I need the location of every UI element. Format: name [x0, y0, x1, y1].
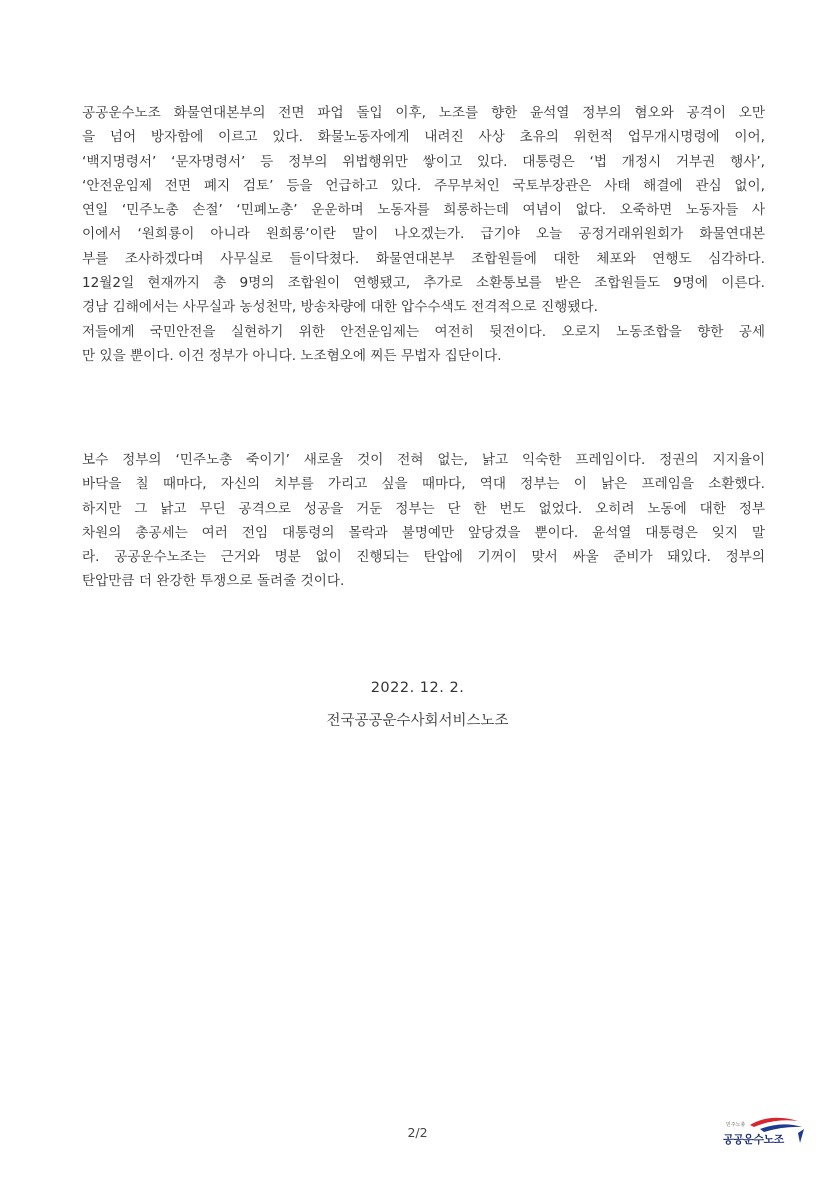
paragraph-line: 바닥을 칠 때마다, 자신의 치부를 가리고 싶을 때마다, 역대 정부는 이 낡은 프레임을 소환했다.	[82, 476, 765, 493]
paragraph-line: 부를 조사하겠다며 사무실로 들이닥쳤다. 화물연대본부 조합원들에 대한 체포와 연행도 심각하다.	[82, 250, 765, 267]
paragraph-line: 이에서 ‘원희룡이 아니라 원희롱’이란 말이 나오겠는가. 급기야 오늘 공정거래위원회가 화물연대본	[82, 226, 765, 243]
paragraph-line: 차원의 총공세는 여러 전임 대통령의 몰락과 불명예만 앞당겼을 뿐이다. 윤석열 대통령은 잊지 말	[82, 524, 765, 541]
paragraph-line: ‘안전운임제 전면 폐지 검토’ 등을 언급하고 있다. 주무부처인 국토부장관은 사태 해결에 관심 없이,	[82, 177, 765, 194]
statement-date: 2022. 12. 2.	[370, 680, 465, 696]
paragraph-line: 보수 정부의 ‘민주노총 죽이기’ 새로울 것이 전혀 없는, 낡고 익숙한 프레임이다. 정권의 지지율이	[82, 452, 765, 468]
issuing-organization: 전국공공운수사회서비스노조	[326, 713, 509, 729]
paragraph-line: 탄압만큼 더 완강한 투쟁으로 돌려줄 것이다.	[82, 573, 345, 590]
paragraph-line: 저들에게 국민안전을 실현하기 위한 안전운임제는 여전히 뒷전이다. 오로지 노동조합을 향한 공세	[82, 323, 765, 340]
logo-subtitle: 민주노총	[726, 1122, 746, 1128]
paragraph-line: 을 넘어 방자함에 이르고 있다. 화물노동자에게 내려진 사상 초유의 위헌적 업무개시명령에 이어,	[82, 129, 765, 146]
statement-paragraph-2	[82, 448, 765, 594]
paragraph-line: 12월2일 현재까지 총 9명의 조합원이 연행됐고, 추가로 소환통보를 받은 조합원들도 9명에 이른다.	[82, 275, 765, 292]
statement-paragraph-1	[82, 101, 765, 368]
logo-title: 공공운수노조	[723, 1133, 784, 1146]
paragraph-line: 라. 공공운수노조는 근거와 명분 없이 진행되는 탄압에 기꺼이 맞서 싸울 준비가 돼있다. 정부의	[82, 549, 765, 566]
paragraph-line: 만 있을 뿐이다. 이건 정부가 아니다. 노조혐오에 찌든 무법자 집단이다.	[82, 347, 502, 364]
page-number: 2/2	[407, 1125, 428, 1140]
paragraph-line: 경남 김해에서는 사무실과 농성천막, 방송차량에 대한 압수수색도 전격적으로 진행됐다.	[82, 299, 598, 316]
paragraph-line: 하지만 그 낡고 무딘 공격으로 성공을 거둔 정부는 단 한 번도 없었다. 오히려 노동에 대한 정부	[82, 500, 765, 517]
paragraph-line: 연일 ‘민주노총 손절’ ‘민폐노총’ 운운하며 노동자를 희롱하는데 여념이 없다. 오죽하면 노동자들 사	[82, 202, 765, 219]
paragraph-line: ‘백지명령서’ ‘문자명령서’ 등 정부의 위법행위만 쌓이고 있다. 대통령은 ‘법 개정시 거부권 행사’,	[82, 153, 765, 170]
paragraph-line: 공공운수노조 화물연대본부의 전면 파업 돌입 이후, 노조를 향한 윤석열 정부의 혐오와 공격이 오만	[82, 105, 765, 121]
union-logo	[720, 1113, 805, 1153]
